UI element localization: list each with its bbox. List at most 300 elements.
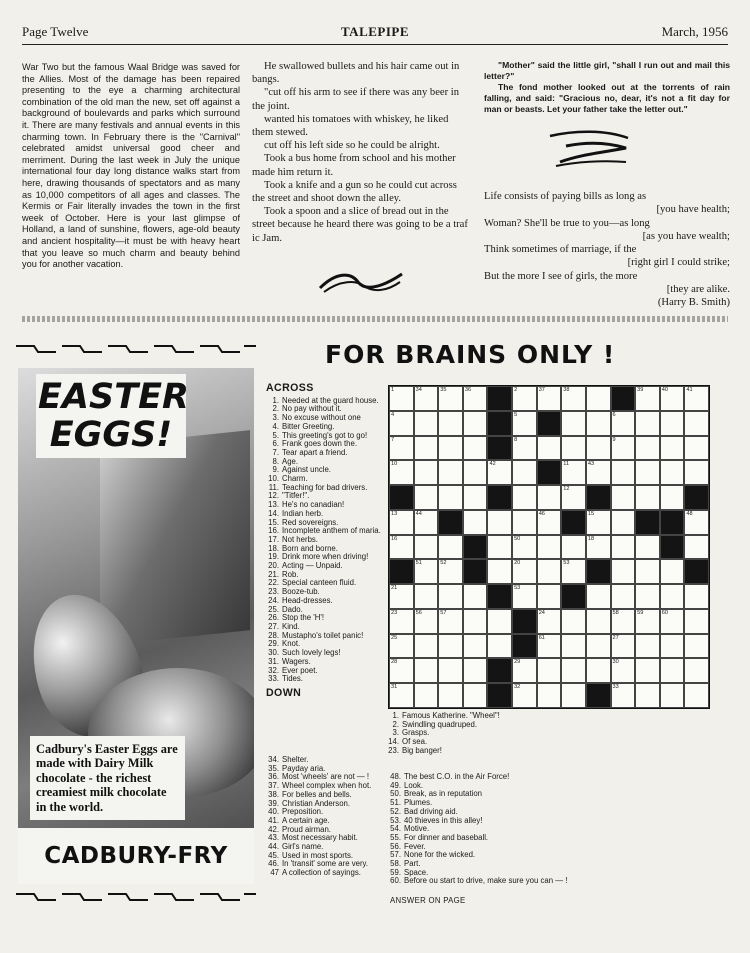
grid-cell[interactable] (389, 386, 414, 411)
answer-note: ANSWER ON PAGE (390, 896, 466, 905)
grid-cell[interactable] (684, 535, 709, 560)
grid-cell[interactable] (463, 683, 488, 708)
grid-cell[interactable] (561, 535, 586, 560)
grid-cell[interactable] (635, 658, 660, 683)
grid-cell-black (660, 510, 685, 535)
grid-cell[interactable] (487, 609, 512, 634)
grid-cell-black (660, 535, 685, 560)
grid-cell-black (487, 436, 512, 461)
grid-cell[interactable] (611, 634, 636, 659)
grid-cell[interactable] (561, 460, 586, 485)
grid-cell[interactable] (684, 634, 709, 659)
grid-cell[interactable] (586, 386, 611, 411)
grid-cell[interactable] (414, 683, 439, 708)
grid-cell[interactable] (512, 436, 537, 461)
grid-cell[interactable] (537, 386, 562, 411)
grid-cell-number: 8 (514, 436, 518, 443)
grid-cell[interactable] (438, 683, 463, 708)
grid-cell[interactable] (611, 436, 636, 461)
clue-number: 52. (390, 806, 401, 816)
clue-text: Not herbs. (282, 534, 318, 544)
grid-cell-number: 15 (587, 510, 595, 517)
clue-number: 9. (272, 465, 279, 475)
grid-cell[interactable] (561, 436, 586, 461)
clue-number: 37. (268, 781, 279, 791)
clue-number: 48. (390, 772, 401, 781)
page-header (22, 24, 728, 42)
clue-text: Head-dresses. (282, 595, 333, 605)
down-heading: DOWN (266, 686, 302, 699)
grid-cell[interactable] (684, 460, 709, 485)
grid-cell[interactable] (660, 436, 685, 461)
clue-number: 29. (268, 639, 279, 649)
clue-number: 42. (268, 824, 279, 834)
header-rule (22, 44, 728, 45)
grid-cell[interactable] (586, 535, 611, 560)
grid-cell-number: 24 (538, 609, 545, 616)
clue-number: 41. (268, 815, 279, 825)
down-clues-right (388, 773, 710, 886)
grid-cell[interactable] (684, 386, 709, 411)
grid-cell[interactable] (512, 683, 537, 708)
grid-cell[interactable] (586, 436, 611, 461)
grid-cell[interactable] (611, 609, 636, 634)
clue-number: 34. (268, 755, 279, 764)
grid-cell-number: 37 (538, 387, 545, 393)
grid-cell[interactable] (635, 485, 660, 510)
grid-cell[interactable] (611, 460, 636, 485)
clue-number: 35. (268, 763, 279, 773)
ad-copy: Cadbury's Easter Eggs are made with Dairy Milk chocolate - the richest creamiest milk chocolate in the world. (30, 736, 185, 820)
grid-cell-number: 6 (612, 411, 616, 418)
clue-text: Kind. (282, 621, 300, 631)
issue-date: March, 1956 (661, 24, 728, 39)
grid-cell[interactable] (487, 634, 512, 659)
grid-cell[interactable] (537, 535, 562, 560)
grid-cell[interactable] (660, 658, 685, 683)
grid-cell[interactable] (463, 658, 488, 683)
clue-number: 11. (268, 482, 279, 492)
clue-text: Space. (404, 867, 429, 877)
grid-cell[interactable] (463, 436, 488, 461)
joke-line: "cut off his arm to see if there was any beer in the joint. (252, 87, 460, 112)
ad-brand: CADBURY-FRY (18, 828, 254, 884)
grid-cell[interactable] (438, 460, 463, 485)
grid-cell-number: 51 (415, 560, 422, 567)
grid-cell-number: 7 (391, 436, 395, 443)
clue-number: 23. (388, 745, 399, 755)
grid-cell[interactable] (537, 609, 562, 634)
grid-cell[interactable] (438, 411, 463, 436)
grid-cell[interactable] (684, 411, 709, 436)
clue-text: Acting — Unpaid. (282, 561, 343, 571)
clue-text: A collection of sayings. (282, 868, 361, 878)
grid-cell-number: 20 (514, 560, 521, 567)
grid-cell-number: 30 (612, 659, 619, 666)
grid-cell[interactable] (414, 411, 439, 436)
clue-number: 56. (390, 841, 401, 851)
grid-cell[interactable] (660, 460, 685, 485)
mother-joke (484, 60, 730, 115)
grid-cell[interactable] (414, 584, 439, 609)
grid-cell[interactable] (463, 634, 488, 659)
grid-cell[interactable] (635, 411, 660, 436)
ad-headline (36, 374, 189, 458)
clue-text: Bitter Greeting. (282, 421, 335, 431)
grid-cell[interactable] (463, 460, 488, 485)
grid-cell[interactable] (438, 386, 463, 411)
joke-line: wanted his tomatoes with whiskey, he liked them stewed. (252, 113, 449, 139)
grid-cell[interactable] (389, 609, 414, 634)
clue-number: 38. (268, 789, 279, 799)
grid-cell[interactable] (537, 683, 562, 708)
clue-number: 50. (390, 789, 401, 799)
grid-cell-number: 13 (391, 510, 398, 517)
across-clues (266, 384, 384, 702)
grid-cell-black (487, 485, 512, 510)
grid-cell-black (487, 386, 512, 411)
grid-cell[interactable] (684, 658, 709, 683)
grid-cell[interactable] (561, 658, 586, 683)
grid-cell[interactable] (438, 436, 463, 461)
grid-cell[interactable] (512, 559, 537, 584)
clue-text: Proud airman. (282, 824, 331, 834)
grid-cell[interactable] (611, 584, 636, 609)
grid-cell[interactable] (660, 584, 685, 609)
grid-cell[interactable] (611, 510, 636, 535)
clue-text: Booze-tub. (282, 587, 320, 597)
grid-cell[interactable] (660, 609, 685, 634)
clue-number: 20. (268, 561, 279, 571)
grid-cell[interactable] (561, 411, 586, 436)
clue-number: 7. (272, 447, 279, 457)
grid-cell[interactable] (389, 411, 414, 436)
grid-cell[interactable] (611, 535, 636, 560)
clue (388, 747, 710, 756)
grid-cell[interactable] (438, 634, 463, 659)
clue (266, 675, 384, 684)
grid-cell[interactable] (512, 460, 537, 485)
grid-cell[interactable] (389, 584, 414, 609)
grid-cell-number: 44 (415, 510, 422, 517)
grid-cell[interactable] (561, 485, 586, 510)
grid-cell[interactable] (438, 584, 463, 609)
grid-cell-number: 50 (514, 535, 521, 542)
grid-cell[interactable] (660, 411, 685, 436)
clue-number: 13. (268, 500, 279, 510)
grid-cell-black (684, 485, 709, 510)
grid-cell[interactable] (438, 485, 463, 510)
grid-cell[interactable] (389, 460, 414, 485)
grid-cell[interactable] (611, 658, 636, 683)
grid-cell[interactable] (635, 584, 660, 609)
grid-cell-number: 28 (391, 659, 398, 666)
grid-cell-number: 9 (612, 436, 616, 443)
poem-line: Think sometimes of marriage, if the (484, 244, 637, 256)
crossword-grid (388, 385, 710, 709)
clue-number: 30. (268, 648, 279, 658)
clue-number: 33. (268, 674, 279, 684)
grid-cell[interactable] (414, 634, 439, 659)
grid-cell[interactable] (389, 634, 414, 659)
clue (388, 877, 710, 886)
grid-cell[interactable] (463, 386, 488, 411)
clue-number: 28. (268, 630, 279, 640)
grid-cell-number: 32 (514, 684, 521, 691)
grid-cell-number: 48 (686, 510, 693, 517)
grid-cell-number: 1 (391, 387, 395, 393)
poem-line: But the more I see of girls, the more (484, 270, 638, 282)
grid-cell[interactable] (414, 559, 439, 584)
grid-cell[interactable] (438, 559, 463, 584)
grid-cell[interactable] (487, 460, 512, 485)
grid-cell[interactable] (512, 535, 537, 560)
clue-text: For belles and bells. (282, 789, 352, 799)
grid-cell[interactable] (537, 559, 562, 584)
grid-cell-number: 2 (514, 387, 518, 393)
grid-cell-number: 56 (415, 609, 422, 616)
clue-text: Needed at the guard house. (282, 395, 379, 405)
grid-cell-black (463, 535, 488, 560)
clue-number: 19. (268, 552, 279, 562)
grid-cell[interactable] (512, 411, 537, 436)
section-divider (22, 316, 728, 322)
grid-cell-number: 23 (391, 609, 398, 616)
clue-number: 14. (268, 508, 279, 518)
clue-number: 31. (268, 656, 279, 666)
clue-number: 39. (268, 798, 279, 808)
grid-cell[interactable] (463, 510, 488, 535)
grid-cell[interactable] (414, 510, 439, 535)
clue-text: He's no canadian! (282, 500, 345, 510)
clue-text: Rob. (282, 569, 299, 579)
grid-cell[interactable] (561, 683, 586, 708)
clue-number: 2. (392, 719, 399, 729)
grid-cell-number: 12 (563, 486, 570, 493)
clue-number: 49. (390, 780, 401, 790)
grid-cell[interactable] (487, 535, 512, 560)
grid-cell[interactable] (512, 485, 537, 510)
grid-cell[interactable] (463, 411, 488, 436)
grid-cell[interactable] (487, 559, 512, 584)
clue-number: 22. (268, 578, 279, 588)
grid-cell-number: 38 (563, 387, 570, 393)
grid-cell[interactable] (611, 485, 636, 510)
grid-cell[interactable] (635, 634, 660, 659)
ad-border-pattern (16, 342, 256, 356)
grid-cell[interactable] (635, 683, 660, 708)
grid-cell[interactable] (414, 485, 439, 510)
poem-line: [as you have wealth; (642, 230, 730, 242)
clue-text: "Titfer!". (282, 491, 310, 501)
clue-text: Red sovereigns. (282, 517, 339, 527)
grid-cell[interactable] (586, 411, 611, 436)
grid-cell-black (487, 658, 512, 683)
clue (388, 773, 710, 782)
clue-text: Part. (404, 859, 421, 869)
grid-cell-number: 18 (587, 535, 595, 542)
clue (388, 834, 710, 843)
clue-number: 15. (268, 517, 279, 527)
grid-cell-black (586, 683, 611, 708)
grid-cell-black (561, 510, 586, 535)
poem-line: Woman? She'll be true to you—as long (484, 217, 650, 229)
grid-cell-black (611, 386, 636, 411)
clue-number: 21. (268, 569, 279, 579)
clue-text: Look. (404, 780, 424, 790)
grid-cell[interactable] (512, 510, 537, 535)
grid-cell[interactable] (487, 510, 512, 535)
grid-cell-black (487, 411, 512, 436)
ad-headline-line: EGGS! (49, 415, 173, 455)
grid-cell[interactable] (561, 386, 586, 411)
clue-text: Indian herb. (282, 508, 324, 518)
clue-text: Bad driving aid. (404, 806, 458, 816)
grid-cell-number: 59 (637, 609, 644, 616)
grid-cell[interactable] (389, 436, 414, 461)
clue-text: In 'transit' some are very. (282, 859, 369, 869)
clue-text: No excuse without one (282, 413, 361, 423)
grid-cell[interactable] (537, 658, 562, 683)
grid-cell[interactable] (537, 510, 562, 535)
grid-cell[interactable] (537, 634, 562, 659)
grid-cell[interactable] (684, 510, 709, 535)
clue (388, 721, 710, 730)
grid-cell[interactable] (660, 683, 685, 708)
grid-cell-black (512, 609, 537, 634)
grid-cell[interactable] (414, 535, 439, 560)
grid-cell[interactable] (660, 386, 685, 411)
grid-cell[interactable] (635, 436, 660, 461)
grid-cell[interactable] (635, 460, 660, 485)
clue-number: 16. (268, 526, 279, 536)
grid-cell[interactable] (660, 634, 685, 659)
clue-number: 32. (268, 665, 279, 675)
grid-cell[interactable] (438, 609, 463, 634)
grid-cell[interactable] (684, 683, 709, 708)
clue-number: 40. (268, 807, 279, 817)
grid-cell[interactable] (438, 658, 463, 683)
grid-cell[interactable] (512, 584, 537, 609)
grid-cell[interactable] (684, 436, 709, 461)
joke-line: He swallowed bullets and his hair came out in bangs. (252, 61, 460, 86)
grid-cell-number: 57 (440, 609, 447, 616)
joke-paragraph: The fond mother looked out at the torrents of rain falling, and said: "Gracious no, dear, it's not a fit day for man or beasts. Let your father take the letter out." (484, 82, 730, 114)
grid-cell-black (438, 510, 463, 535)
clue-text: The best C.O. in the Air Force! (404, 772, 510, 781)
grid-cell[interactable] (463, 584, 488, 609)
grid-cell[interactable] (611, 559, 636, 584)
grid-cell[interactable] (537, 436, 562, 461)
publication-title: TALEPIPE (340, 24, 410, 39)
grid-cell[interactable] (586, 609, 611, 634)
easter-gift-box-image (100, 430, 250, 646)
grid-cell[interactable] (537, 584, 562, 609)
joke-line: Took a knife and a gun so he could cut across the street and shoot down the alley. (252, 179, 457, 205)
grid-cell[interactable] (635, 386, 660, 411)
clue-text: Swindling quadruped. (402, 719, 477, 729)
grid-cell[interactable] (438, 535, 463, 560)
clue-number: 5. (272, 430, 279, 440)
grid-cell[interactable] (586, 634, 611, 659)
grid-cell[interactable] (586, 658, 611, 683)
grid-cell[interactable] (586, 510, 611, 535)
clue (388, 860, 710, 869)
grid-cell[interactable] (389, 535, 414, 560)
grid-cell-number: 10 (391, 461, 398, 468)
clue-text: Charm. (282, 474, 308, 484)
grid-cell-number: 43 (587, 461, 595, 468)
grid-cell[interactable] (586, 460, 611, 485)
poem-line: [they are alike. (666, 284, 730, 296)
clue-text: Big banger! (402, 745, 442, 755)
grid-cell[interactable] (561, 559, 586, 584)
grid-cell[interactable] (512, 658, 537, 683)
grid-cell[interactable] (463, 485, 488, 510)
grid-cell-number: 16 (391, 535, 398, 542)
clue-number: 59. (390, 867, 401, 877)
grid-cell-black (537, 411, 562, 436)
grid-cell[interactable] (611, 683, 636, 708)
clue-text: Used in most sports. (282, 850, 354, 860)
grid-cell[interactable] (684, 609, 709, 634)
grid-cell-number: 40 (661, 387, 668, 393)
clue-number: 47 (270, 868, 279, 878)
grid-cell[interactable] (684, 584, 709, 609)
clue-number: 57. (390, 850, 401, 860)
grid-cell[interactable] (414, 658, 439, 683)
grid-cell[interactable] (414, 460, 439, 485)
clue-text: None for the wicked. (404, 850, 476, 860)
clue-text: Most necessary habit. (282, 833, 358, 843)
grid-cell-number: 4 (391, 411, 395, 418)
grid-cell[interactable] (463, 609, 488, 634)
grid-cell[interactable] (660, 559, 685, 584)
grid-cell-number: 52 (440, 560, 447, 567)
grid-cell[interactable] (414, 609, 439, 634)
down-clues-under-grid (388, 712, 710, 756)
grid-cell[interactable] (635, 609, 660, 634)
clue-text: Plumes. (404, 798, 433, 808)
grid-cell[interactable] (660, 485, 685, 510)
grid-cell-number: 25 (391, 634, 398, 641)
grid-cell-black (586, 485, 611, 510)
clue (388, 817, 710, 826)
clue-number: 43. (268, 833, 279, 843)
grid-cell[interactable] (635, 535, 660, 560)
clue-text: Such lovely legs! (282, 648, 341, 658)
clue-text: Dado. (282, 604, 303, 614)
grid-cell[interactable] (414, 386, 439, 411)
grid-cell[interactable] (389, 683, 414, 708)
grid-cell-number: 5 (514, 411, 518, 418)
ad-headline-line: EASTER (38, 377, 189, 417)
grid-cell[interactable] (586, 584, 611, 609)
across-heading: ACROSS (266, 382, 314, 394)
grid-cell[interactable] (561, 634, 586, 659)
grid-cell-number: 60 (661, 609, 668, 616)
clue-text: 40 thieves in this alley! (404, 815, 483, 825)
grid-cell[interactable] (537, 485, 562, 510)
grid-cell[interactable] (389, 658, 414, 683)
clue-text: Tides. (282, 674, 303, 684)
grid-cell[interactable] (561, 609, 586, 634)
grid-cell[interactable] (389, 510, 414, 535)
grid-cell[interactable] (611, 411, 636, 436)
grid-cell[interactable] (414, 436, 439, 461)
grid-cell[interactable] (635, 559, 660, 584)
grid-cell[interactable] (512, 386, 537, 411)
